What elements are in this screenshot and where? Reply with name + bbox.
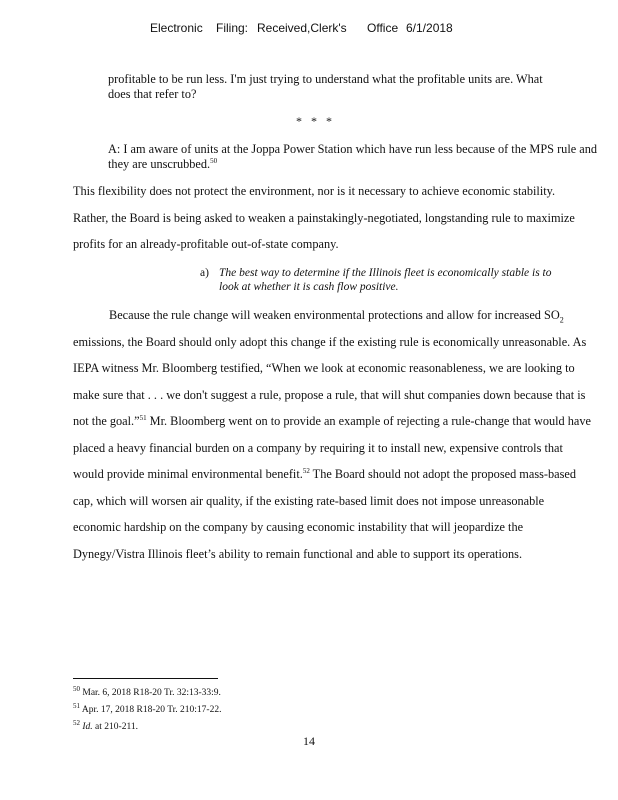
para2-text-2: emissions, the Board should only adopt this change if the existing rule is economically unreasonable. As IEPA witness Mr. Bloomberg testified, “When we look at economic reasonableness, we are looking to make sure that . . . we don't suggest a rule, propose a rule, that will shut companies down because that is not the goal.”: [73, 334, 587, 428]
footnote-number: 52: [73, 719, 80, 728]
footnote-ref-52: 52: [302, 466, 310, 475]
para2-text-1: Because the rule change will weaken environmental protections and allow for increased SO: [109, 308, 560, 322]
header-date: 6/1/2018: [406, 21, 453, 35]
footnote-ref-51: 51: [139, 413, 147, 422]
footnote-51: [73, 700, 221, 717]
page-number: 14: [303, 734, 315, 748]
footnote-ref-50: 50: [210, 156, 218, 165]
subheading-label: a): [200, 267, 209, 279]
section-separator: * * *: [296, 114, 335, 128]
footnote-52: [73, 717, 221, 734]
footnote-text: at 210-211.: [92, 722, 138, 733]
para2-text-3: Mr. Bloomberg went on to provide an example of rejecting a rule-change that would have placed a heavy financial burden on a company by requiring it to install new, expensive controls that would provide minimal environmental benefit.: [73, 414, 591, 481]
header-filing: Filing:: [216, 21, 249, 35]
paragraph-flexibility: This flexibility does not protect the environment, nor is it necessary to achieve economic stability. Rather, the Board is being asked to weaken a painstakingly-negotiated, longstanding rule to maximize profits for an already-profitable out-of-state company.: [73, 184, 575, 251]
answer-text: A: I am aware of units at the Joppa Power Station which have run less because of the MPS rule and they are unscrubbed.: [108, 142, 598, 171]
footnote-text: Mar. 6, 2018 R18-20 Tr. 32:13-33:9.: [82, 688, 221, 699]
para2-text-4: The Board should not adopt the proposed mass-based cap, which will worsen air quality, if the existing rate-based limit does not impose unreasonable economic hardship on the company by causing economic instability that will jeopardize the Dynegy/Vistra Illinois fleet’s ability to remain functional and able to support its operations.: [73, 467, 576, 561]
footnote-number: 51: [73, 702, 80, 711]
so2-subscript: 2: [559, 315, 564, 325]
paragraph-rule-change: [73, 302, 593, 567]
header-received: Received,Clerk's: [257, 21, 347, 35]
block-quote-answer: [78, 142, 598, 172]
footnotes: [73, 683, 221, 734]
header-office: Office: [367, 21, 399, 35]
footnote-text: Apr. 17, 2018 R18-20 Tr. 210:17-22.: [81, 705, 222, 716]
block-quote-question: profitable to be run less. I'm just trying to understand what the profitable units are. What does that refer to?: [108, 72, 543, 101]
footnote-italic: Id.: [82, 722, 93, 733]
footnote-divider: [73, 678, 218, 679]
subheading-text: The best way to determine if the Illinois fleet is economically stable is to look at whether it is cash flow positive.: [219, 267, 552, 293]
footnote-50: [73, 683, 221, 700]
footnote-number: 50: [73, 685, 80, 693]
header-electronic: Electronic: [150, 21, 203, 35]
